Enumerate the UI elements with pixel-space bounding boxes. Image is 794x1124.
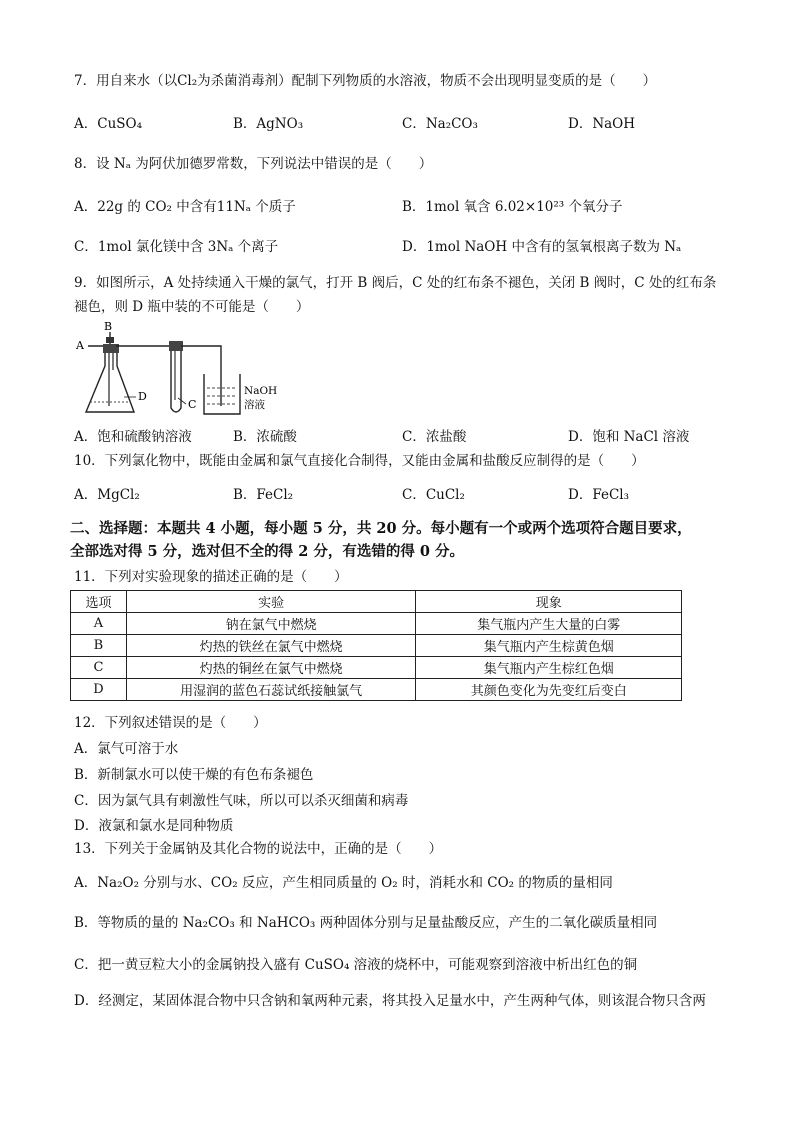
- beaker-liquid: [207, 388, 237, 404]
- q10-option-c[interactable]: C．CuCl₂: [402, 487, 465, 503]
- q10-option-d[interactable]: D．FeCl₃: [568, 487, 630, 503]
- connector-tube-2: [181, 346, 221, 406]
- q13-option-c[interactable]: C．把一黄豆粒大小的金属钠投入盛有 CuSO₄ 溶液的烧杯中，可能观察到溶液中析出红色的铜: [74, 957, 638, 973]
- table-row[interactable]: [71, 657, 682, 679]
- table-cell-experiment: 用湿润的蓝色石蕊试纸接触氯气: [126, 679, 416, 701]
- table-cell-option: D: [71, 679, 127, 701]
- beaker: [204, 374, 240, 414]
- table-row[interactable]: [71, 613, 682, 635]
- table-cell-experiment: 灼热的铜丝在氯气中燃烧: [126, 657, 416, 679]
- q8-option-a[interactable]: A．22g 的 CO₂ 中含有11Nₐ 个质子: [74, 199, 296, 215]
- label-d: D: [138, 390, 147, 403]
- table-header-row: [71, 591, 682, 613]
- q13-stem: 13．下列关于金属钠及其化合物的说法中，正确的是（ ）: [74, 841, 443, 857]
- q12-stem: 12．下列叙述错误的是（ ）: [74, 715, 267, 731]
- q9-apparatus-diagram: [76, 322, 286, 422]
- table-header-experiment: 实验: [126, 591, 416, 613]
- q8-option-b[interactable]: B．1mol 氧含 6.02×10²³ 个氧分子: [402, 199, 623, 215]
- table-cell-phenomenon: 集气瓶内产生棕红色烟: [416, 657, 682, 679]
- q10-option-a[interactable]: A．MgCl₂: [74, 487, 140, 503]
- table-cell-option: B: [71, 635, 127, 657]
- q7-option-c[interactable]: C．Na₂CO₃: [402, 116, 478, 132]
- q13-option-d[interactable]: D．经测定，某固体混合物中只含钠和氧两种元素，将其投入足量水中，产生两种气体，则该混合物只含两: [74, 993, 706, 1009]
- q9-option-d[interactable]: D．饱和 NaCl 溶液: [568, 429, 690, 445]
- table-row[interactable]: [71, 679, 682, 701]
- q12-option-a[interactable]: A．氯气可溶于水: [74, 741, 179, 757]
- table-cell-option: A: [71, 613, 127, 635]
- section2-instructions-line2: 全部选对得 5 分，选对但不全的得 2 分，有选错的得 0 分。: [70, 543, 465, 560]
- table-header-option: 选项: [71, 591, 127, 613]
- q9-stem-line1: 9．如图所示，A 处持续通入干燥的氯气，打开 B 阀后，C 处的红布条不褪色，关闭 B 阀时，C 处的红布条: [74, 275, 717, 291]
- q9-option-c[interactable]: C．浓盐酸: [402, 429, 467, 445]
- table-cell-phenomenon: 集气瓶内产生大量的白雾: [416, 613, 682, 635]
- q7-option-b[interactable]: B．AgNO₃: [233, 116, 304, 132]
- table-header-phenomenon: 现象: [416, 591, 682, 613]
- test-tube-c: [171, 351, 181, 412]
- q12-option-b[interactable]: B．新制氯水可以使干燥的有色布条褪色: [74, 767, 314, 783]
- q11-experiment-table: [70, 590, 682, 701]
- flask-d: [86, 353, 134, 412]
- q13-option-b[interactable]: B．等物质的量的 Na₂CO₃ 和 NaHCO₃ 两种固体分别与足量盐酸反应，产生的二氧化碳质量相同: [74, 915, 658, 931]
- q8-option-d[interactable]: D．1mol NaOH 中含有的氢氧根离子数为 Nₐ: [402, 239, 682, 255]
- q12-option-c[interactable]: C．因为氯气具有刺激性气味，所以可以杀灭细菌和病毒: [74, 793, 409, 809]
- section2-instructions-line1: 二、选择题：本题共 4 小题，每小题 5 分，共 20 分。每小题有一个或两个选项符合题目要求，: [70, 520, 692, 537]
- label-c: C: [188, 398, 197, 411]
- tube-c-stopper: [169, 341, 183, 351]
- table-cell-phenomenon: 集气瓶内产生棕黄色烟: [416, 635, 682, 657]
- label-solution: 溶液: [244, 399, 265, 411]
- valve-b-handle: [106, 337, 114, 343]
- q10-stem: 10．下列氯化物中，既能由金属和氯气直接化合制得，又能由金属和盐酸反应制得的是（ ）: [74, 453, 645, 469]
- q7-option-d[interactable]: D．NaOH: [568, 116, 636, 132]
- q9-option-a[interactable]: A．饱和硫酸钠溶液: [74, 429, 192, 445]
- table-cell-option: C: [71, 657, 127, 679]
- table-cell-experiment: 钠在氯气中燃烧: [126, 613, 416, 635]
- label-naoh: NaOH: [244, 385, 278, 397]
- q9-stem-line2: 褪色，则 D 瓶中装的不可能是（ ）: [74, 299, 310, 315]
- table-cell-phenomenon: 其颜色变化为先变红后变白: [416, 679, 682, 701]
- q7-stem: 7．用自来水（以Cl₂为杀菌消毒剂）配制下列物质的水溶液，物质不会出现明显变质的是（ ）: [74, 73, 657, 89]
- q8-stem: 8．设 Nₐ 为阿伏加德罗常数，下列说法中错误的是（ ）: [74, 156, 433, 172]
- label-c-pointer: [178, 398, 186, 404]
- table-row[interactable]: [71, 635, 682, 657]
- label-a: A: [76, 339, 84, 352]
- q12-option-d[interactable]: D．液氯和氯水是同种物质: [74, 818, 234, 834]
- q8-option-c[interactable]: C．1mol 氯化镁中含 3Nₐ 个离子: [74, 239, 279, 255]
- q13-option-a[interactable]: A．Na₂O₂ 分别与水、CO₂ 反应，产生相同质量的 O₂ 时，消耗水和 CO₂ 的物质的量相同: [74, 875, 613, 891]
- q7-option-a[interactable]: A．CuSO₄: [74, 116, 143, 132]
- table-cell-experiment: 灼热的铁丝在氯气中燃烧: [126, 635, 416, 657]
- q9-option-b[interactable]: B．浓硫酸: [233, 429, 297, 445]
- q10-option-b[interactable]: B．FeCl₂: [233, 487, 294, 503]
- q11-stem: 11．下列对实验现象的描述正确的是（ ）: [74, 569, 348, 585]
- label-b: B: [104, 322, 113, 333]
